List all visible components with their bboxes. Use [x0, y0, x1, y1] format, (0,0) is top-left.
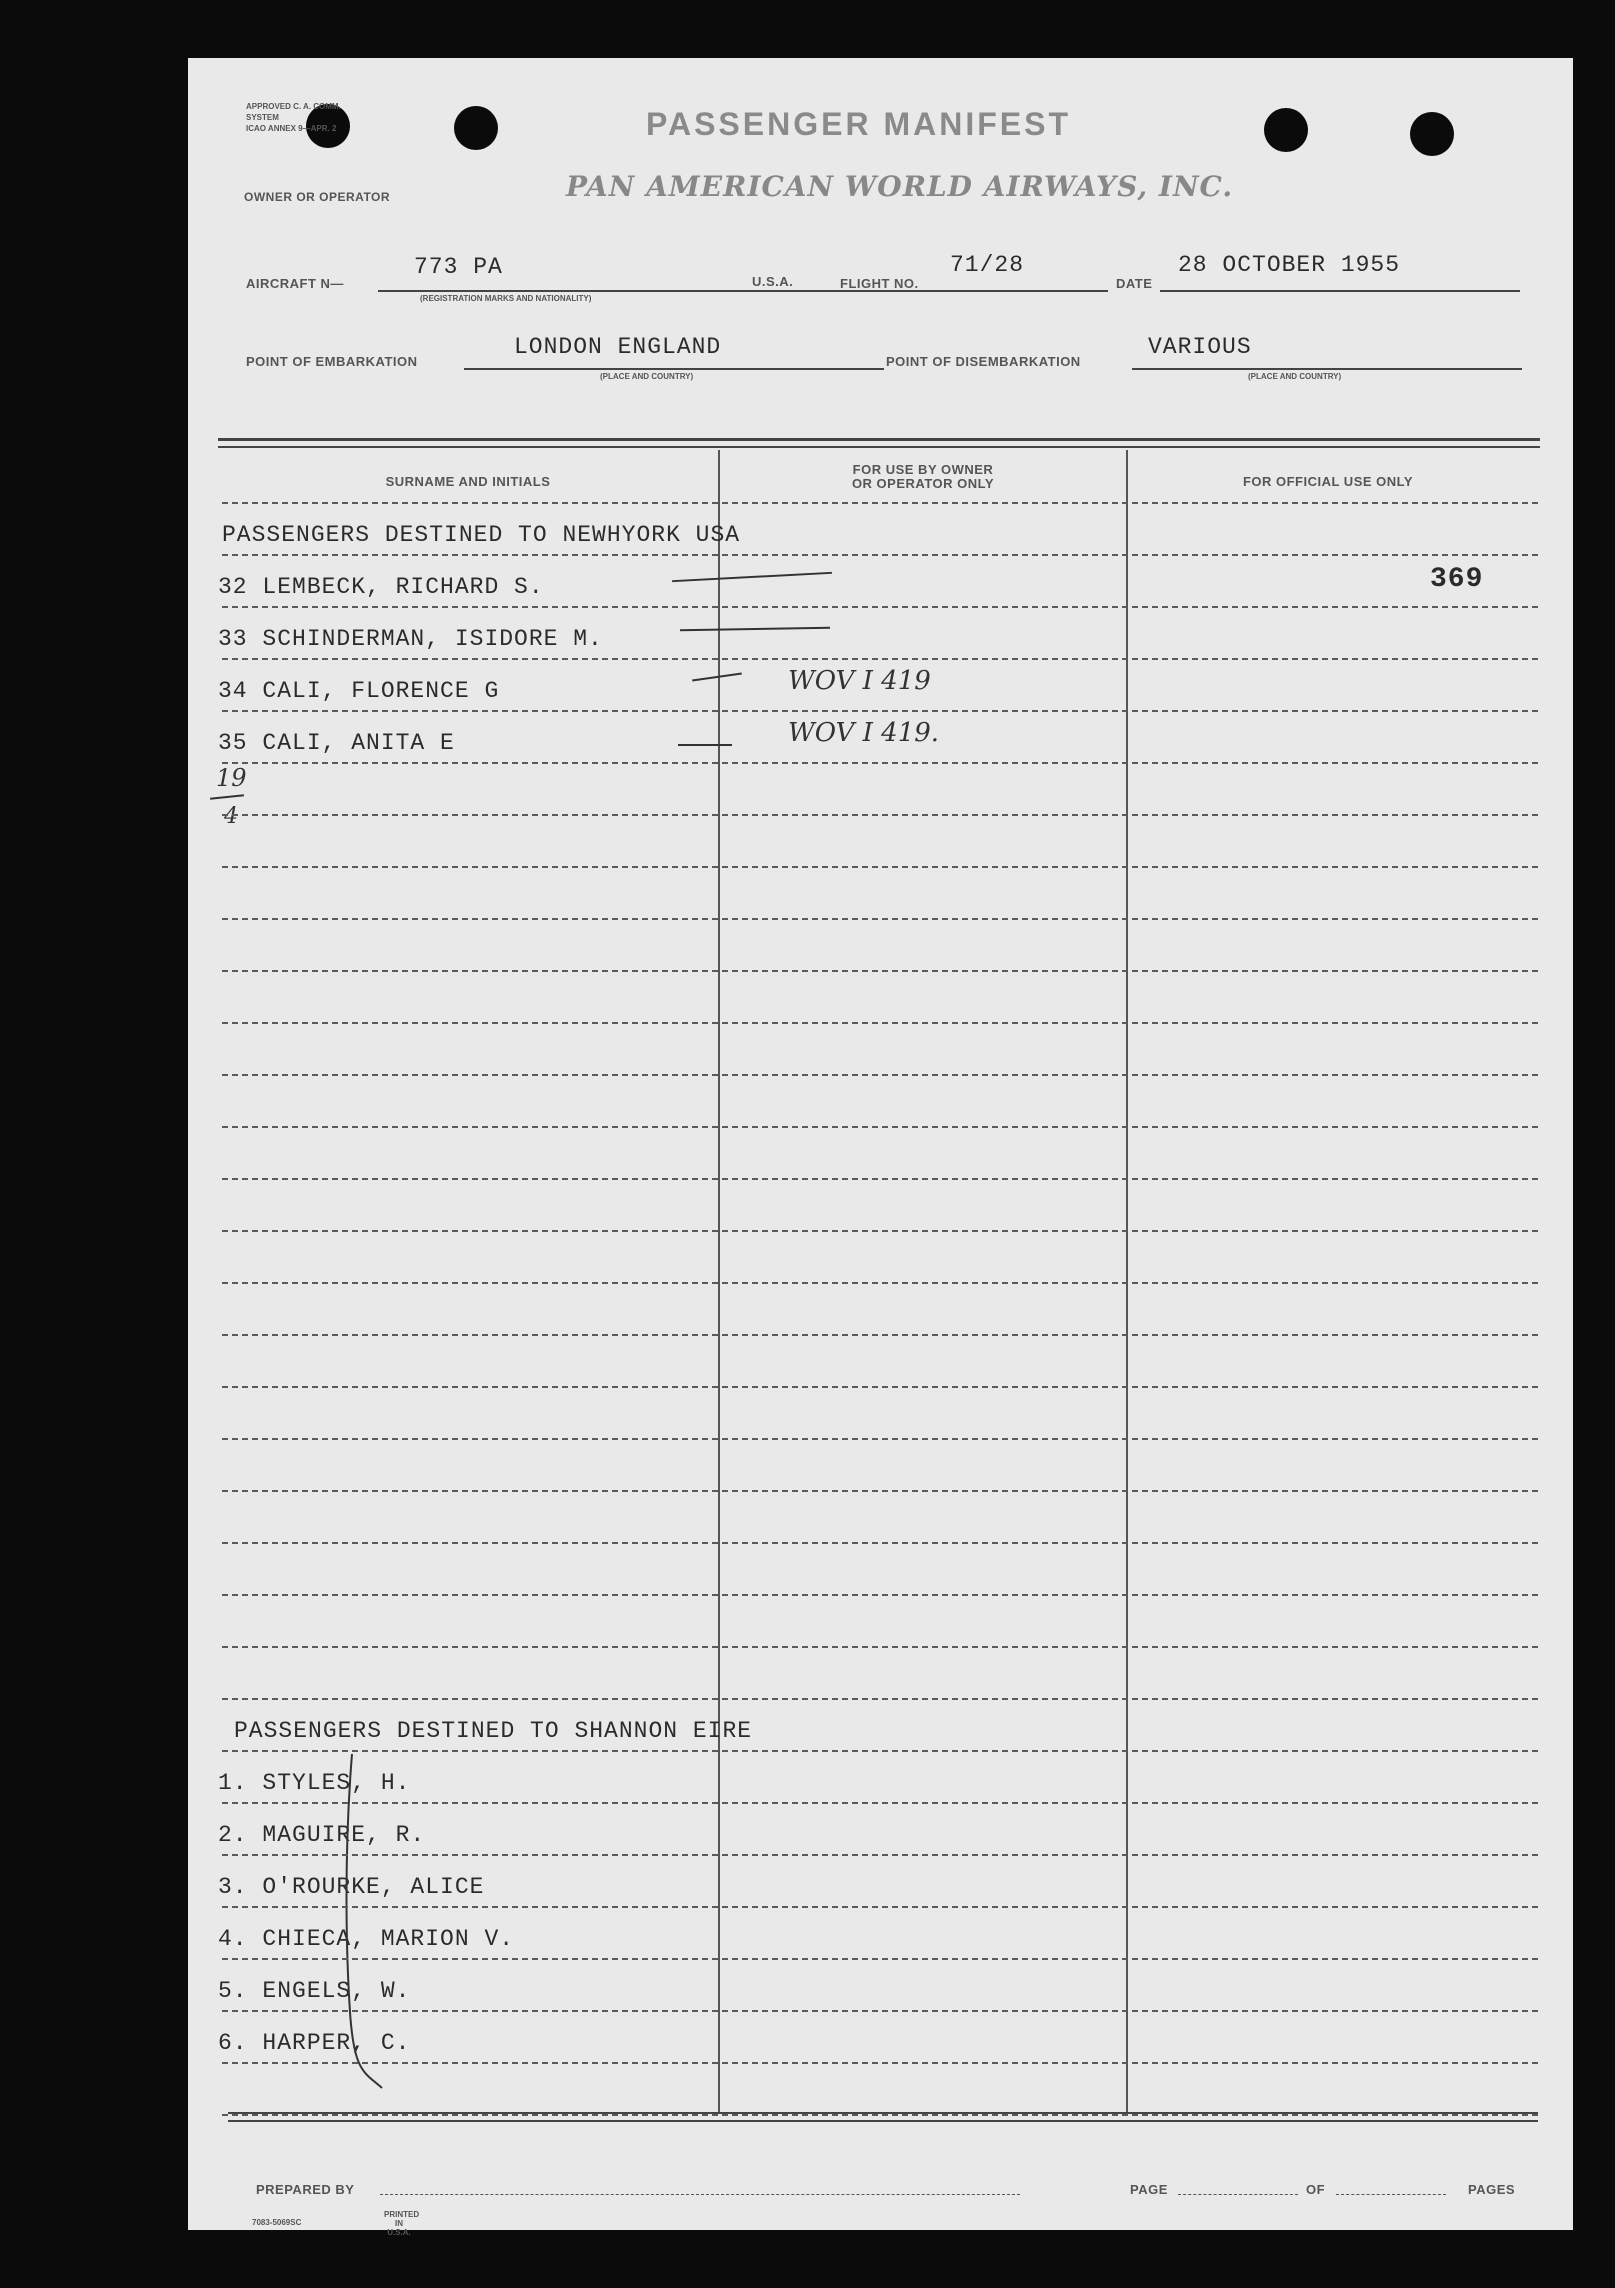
ruled-line	[222, 1906, 1538, 1908]
table-top-rule-2	[218, 446, 1540, 448]
disembark-value: VARIOUS	[1148, 334, 1252, 360]
ruled-line	[222, 1126, 1538, 1128]
ruled-line	[222, 2010, 1538, 2012]
official-number: 369	[1430, 564, 1484, 595]
ruled-line	[222, 1438, 1538, 1440]
shannon-passenger-1: 1. STYLES, H.	[218, 1770, 411, 1796]
ruled-line	[222, 1958, 1538, 1960]
embark-place-note: (PLACE AND COUNTRY)	[600, 372, 694, 381]
of-label: OF	[1306, 2182, 1326, 2197]
aircraft-label: AIRCRAFT N—	[246, 276, 344, 291]
aircraft-value: 773 PA	[414, 254, 503, 280]
passenger-row-35: 35 CALI, ANITA E	[218, 730, 455, 756]
ruled-line	[222, 918, 1538, 920]
owner-dash-33	[680, 627, 830, 632]
ruled-line	[222, 1022, 1538, 1024]
ruled-line	[222, 2114, 1538, 2116]
ruled-line	[222, 1802, 1538, 1804]
ruled-line	[222, 606, 1538, 608]
ruled-line	[222, 1854, 1538, 1856]
ruled-line	[222, 502, 1538, 504]
date-value: 28 OCTOBER 1955	[1178, 252, 1401, 278]
flight-underline	[928, 290, 1108, 292]
disembark-place-note: (PLACE AND COUNTRY)	[1248, 372, 1342, 381]
pages-label: PAGES	[1468, 2182, 1516, 2197]
ruled-line	[222, 814, 1538, 816]
approval-line-1: APPROVED C. A. COMM.	[246, 102, 341, 111]
punch-hole-3	[1264, 108, 1308, 152]
flight-value: 71/28	[950, 252, 1025, 278]
owner-note-35: WOV I 419.	[788, 718, 940, 748]
ruled-line	[222, 554, 1538, 556]
embark-underline	[464, 368, 884, 370]
disembark-underline	[1132, 368, 1522, 370]
ruled-line	[222, 762, 1538, 764]
ruled-line	[222, 1230, 1538, 1232]
ruled-line	[222, 1386, 1538, 1388]
ruled-line	[222, 1178, 1538, 1180]
airline-name: PAN AMERICAN WORLD AIRWAYS, INC.	[566, 170, 1234, 203]
group2-heading: PASSENGERS DESTINED TO SHANNON EIRE	[234, 1718, 753, 1744]
ruled-line	[222, 1334, 1538, 1336]
ruled-line	[222, 866, 1538, 868]
ruled-line	[222, 658, 1538, 660]
ruled-line	[222, 1698, 1538, 1700]
ruled-line	[222, 1074, 1538, 1076]
of-underline	[1336, 2194, 1446, 2195]
ruled-line	[222, 710, 1538, 712]
owner-label: OWNER OR OPERATOR	[244, 190, 391, 204]
approval-line-3: ICAO ANNEX 9—APR. 2	[246, 124, 337, 133]
registration-note: (REGISTRATION MARKS AND NATIONALITY)	[420, 294, 592, 303]
group1-heading: PASSENGERS DESTINED TO NEWHYORK USA	[222, 522, 741, 548]
flight-label: FLIGHT NO.	[840, 276, 919, 291]
embark-value: LONDON ENGLAND	[514, 334, 722, 360]
ruled-line	[222, 2062, 1538, 2064]
ruled-line	[222, 1542, 1538, 1544]
disembark-label: POINT OF DISEMBARKATION	[886, 354, 1081, 369]
owner-dash-32	[672, 572, 832, 582]
manifest-sheet	[188, 58, 1573, 2237]
country-label: U.S.A.	[752, 274, 794, 289]
column-header-official: FOR OFFICIAL USE ONLY	[1242, 474, 1414, 489]
ruled-line	[222, 1490, 1538, 1492]
passenger-row-34: 34 CALI, FLORENCE G	[218, 678, 500, 704]
hand-tally-top: 19	[216, 764, 247, 792]
approval-line-2: SYSTEM	[246, 113, 279, 122]
prepared-by-label: PREPARED BY	[256, 2182, 355, 2197]
form-code: 7083-5069SC	[252, 2218, 302, 2227]
passenger-row-32: 32 LEMBECK, RICHARD S.	[218, 574, 544, 600]
page-title: PASSENGER MANIFEST	[646, 106, 1071, 142]
column-header-surname: SURNAME AND INITIALS	[385, 474, 551, 489]
column-header-owner-line2: OR OPERATOR ONLY	[851, 476, 995, 491]
date-underline	[1160, 290, 1520, 292]
page-underline	[1178, 2194, 1298, 2195]
hand-tally-bottom: 4	[224, 804, 238, 829]
table-bottom-rule-2	[228, 2120, 1538, 2122]
shannon-passenger-4: 4. CHIECA, MARION V.	[218, 1926, 515, 1952]
punch-hole-2	[454, 106, 498, 150]
hand-tally-bar	[210, 794, 244, 800]
shannon-passenger-5: 5. ENGELS, W.	[218, 1978, 411, 2004]
ruled-line	[222, 970, 1538, 972]
owner-dash-34	[692, 673, 742, 682]
shannon-passenger-3: 3. O'ROURKE, ALICE	[218, 1874, 485, 1900]
ruled-line	[222, 1750, 1538, 1752]
shannon-passenger-2: 2. MAGUIRE, R.	[218, 1822, 426, 1848]
column-header-owner-line1: FOR USE BY OWNER	[852, 462, 994, 477]
shannon-passenger-6: 6. HARPER, C.	[218, 2030, 411, 2056]
ruled-line	[222, 1594, 1538, 1596]
passenger-row-33: 33 SCHINDERMAN, ISIDORE M.	[218, 626, 603, 652]
date-label: DATE	[1116, 276, 1153, 291]
embark-label: POINT OF EMBARKATION	[246, 354, 418, 369]
ruled-line	[222, 1282, 1538, 1284]
owner-dash-35	[678, 744, 732, 746]
printed-note: PRINTED IN U.S.A.	[384, 2210, 420, 2237]
page-label: PAGE	[1130, 2182, 1168, 2197]
prepared-by-underline	[380, 2194, 1020, 2195]
table-top-rule-1	[218, 438, 1540, 441]
ruled-line	[222, 1646, 1538, 1648]
punch-hole-4	[1410, 112, 1454, 156]
owner-note-34: WOV I 419	[788, 666, 931, 696]
